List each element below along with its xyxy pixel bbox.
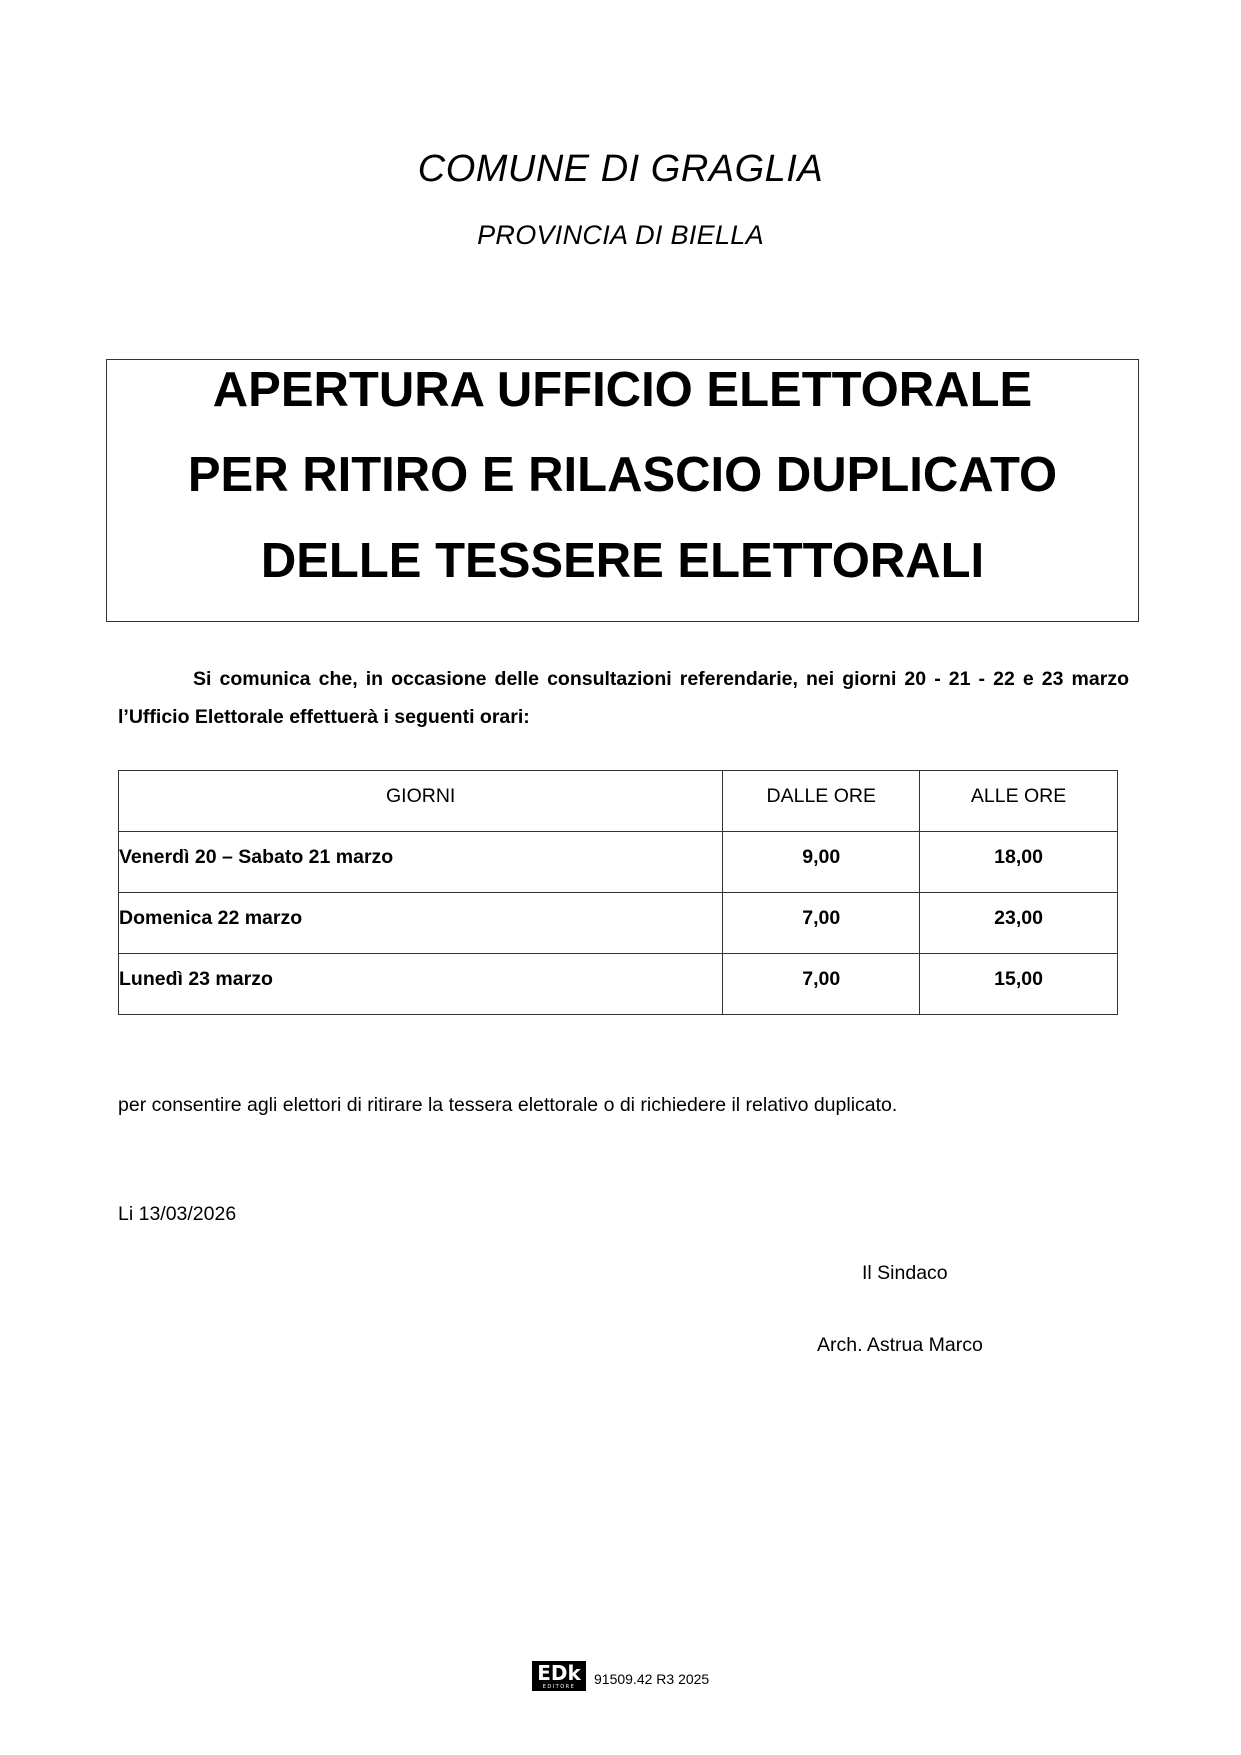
signatory-name: Arch. Astrua Marco xyxy=(817,1334,983,1356)
schedule-table xyxy=(118,770,1118,1015)
municipality-title: COMUNE DI GRAGLIA xyxy=(417,148,824,190)
form-code: 91509.42 R3 2025 xyxy=(594,1671,710,1687)
publisher-logo xyxy=(532,1661,586,1691)
document-date: Li 13/03/2026 xyxy=(118,1203,237,1225)
notice-title-line-1: APERTURA UFFICIO ELETTORALE xyxy=(212,363,1033,417)
table-row xyxy=(119,954,1118,1015)
row-to: 18,00 xyxy=(920,832,1118,893)
province-subtitle: PROVINCIA DI BIELLA xyxy=(477,220,764,250)
signatory-role: Il Sindaco xyxy=(862,1262,948,1284)
row-to: 23,00 xyxy=(920,893,1118,954)
notice-title-line-2: PER RITIRO E RILASCIO DUPLICATO xyxy=(187,448,1058,502)
row-day: Venerdì 20 – Sabato 21 marzo xyxy=(119,832,723,893)
row-from: 9,00 xyxy=(723,832,920,893)
row-to: 15,00 xyxy=(920,954,1118,1015)
table-row xyxy=(119,832,1118,893)
intro-paragraph: Si comunica che, in occasione delle consultazioni referendarie, nei giorni 20 - 21 - 22 e 23 marzo l’Ufficio Elettorale effettuerà i seguenti orari: xyxy=(118,668,1129,728)
header-from: DALLE ORE xyxy=(723,771,920,832)
row-day: Lunedì 23 marzo xyxy=(119,954,723,1015)
row-from: 7,00 xyxy=(723,893,920,954)
footer xyxy=(532,1660,709,1692)
table-row xyxy=(119,893,1118,954)
header-to: ALLE ORE xyxy=(920,771,1118,832)
publisher-logo-text: EDk xyxy=(537,1661,581,1685)
notice-title-line-3: DELLE TESSERE ELETTORALI xyxy=(260,534,985,588)
row-day: Domenica 22 marzo xyxy=(119,893,723,954)
closing-paragraph: per consentire agli elettori di ritirare la tessera elettorale o di richiedere il relativo duplicato. xyxy=(118,1094,898,1116)
table-header-row xyxy=(119,771,1118,832)
row-from: 7,00 xyxy=(723,954,920,1015)
header-days: GIORNI xyxy=(119,771,723,832)
publisher-logo-subtext: EDITORE xyxy=(542,1684,576,1690)
